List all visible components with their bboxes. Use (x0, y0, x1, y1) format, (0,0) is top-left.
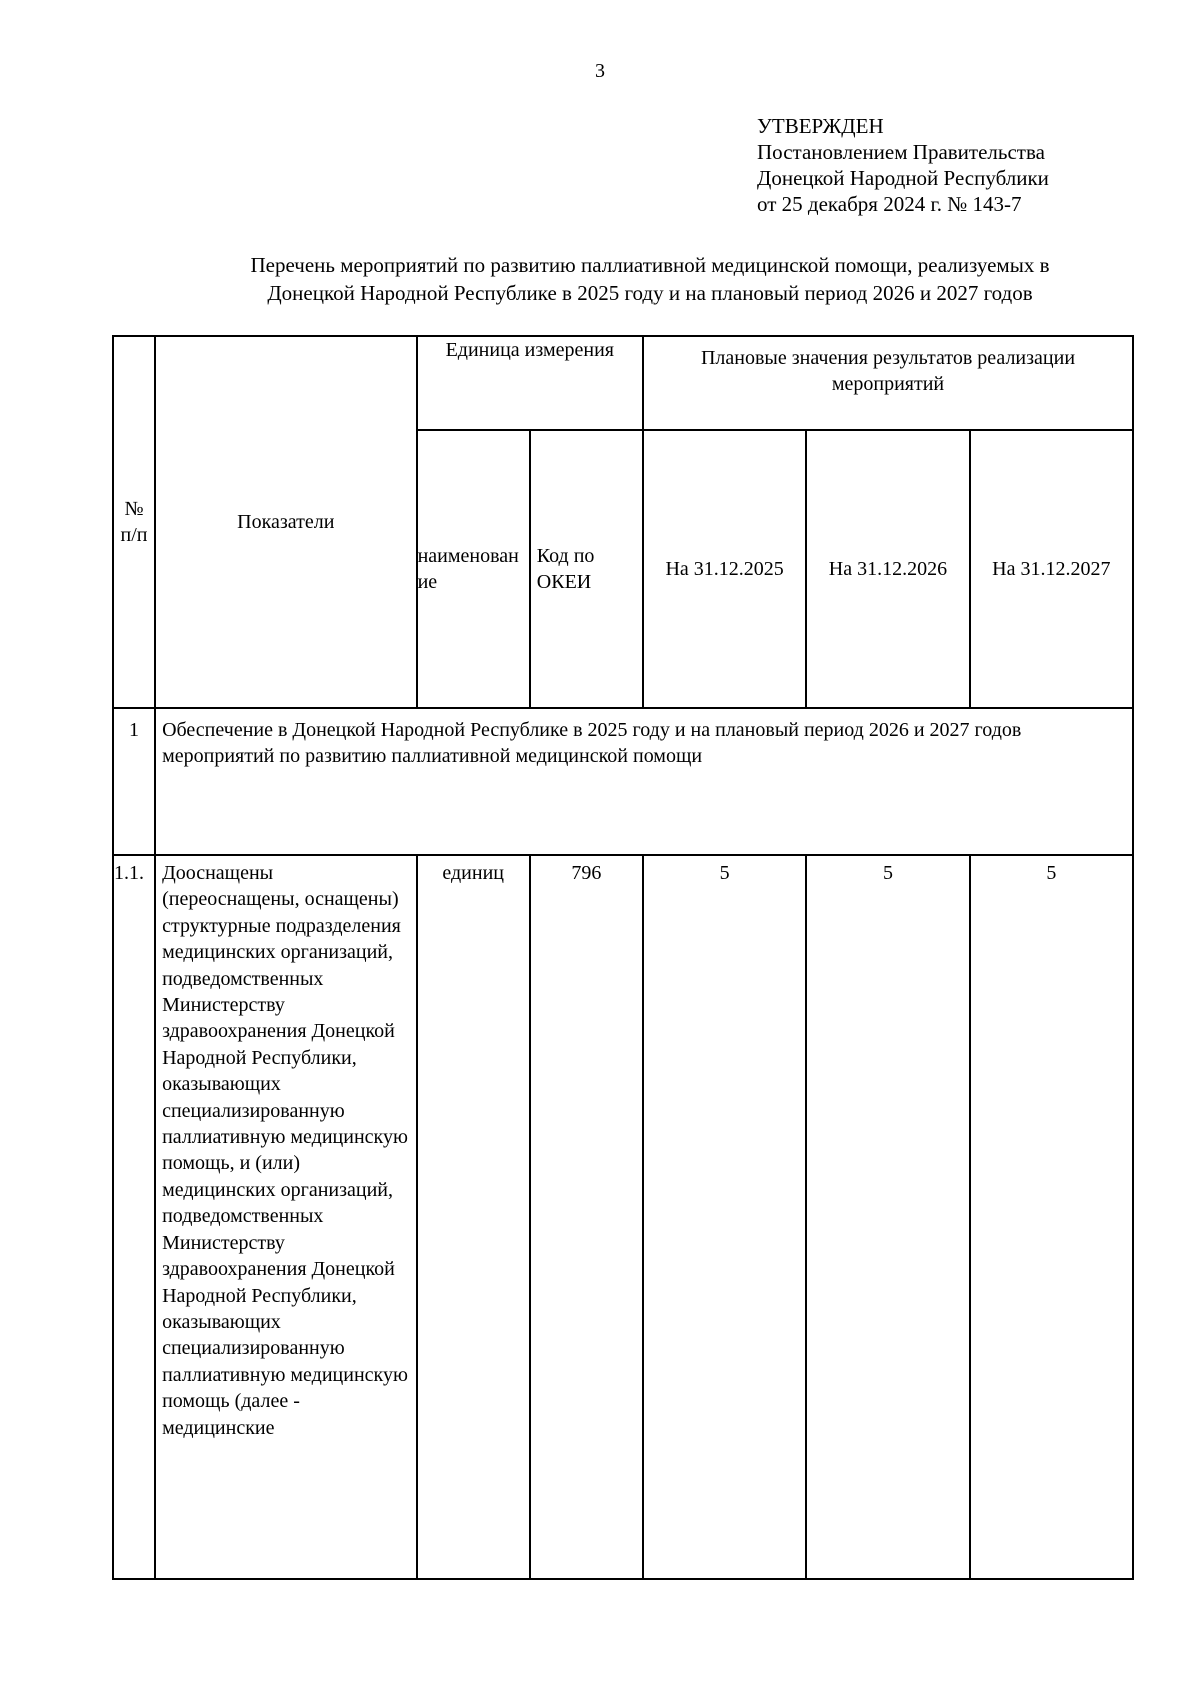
header-row-1 (113, 336, 1133, 430)
header-indicators: Показатели (155, 336, 417, 708)
header-date-2025: На 31.12.2025 (643, 430, 806, 708)
row-value-2025: 5 (643, 855, 806, 1579)
header-date-2026: На 31.12.2026 (806, 430, 969, 708)
approval-line-4: от 25 декабря 2024 г. № 143-7 (757, 192, 1022, 216)
table-row (113, 855, 1133, 1579)
document-title (150, 251, 1150, 307)
header-okei-code: Код по ОКЕИ (530, 430, 643, 708)
page-number: 3 (595, 60, 605, 82)
title-line-1: Перечень мероприятий по развитию паллиативной медицинской помощи, реализуемых в (250, 253, 1050, 277)
approval-line-3: Донецкой Народной Республики (757, 166, 1049, 190)
approval-line-1: УТВЕРЖДЕН (757, 114, 884, 138)
header-num: № п/п (113, 336, 155, 708)
section-num: 1 (113, 708, 155, 855)
header-unit-group: Единица измерения (417, 336, 643, 430)
header-planned-group: Плановые значения результатов реализации мероприятий (643, 336, 1133, 430)
row-unit: единиц (417, 855, 530, 1579)
section-text: Обеспечение в Донецкой Народной Республике в 2025 году и на плановый период 2026 и 2027 годов мероприятий по развитию паллиативной медицинской помощи (155, 708, 1133, 855)
row-indicator: Дооснащены (переоснащены, оснащены) структурные подразделения медицинских организаций, подведомственных Министерству здравоохранения Донецкой Народной Республики, оказывающих специализированную паллиативную медицинскую помощь, и (или) медицинских организаций, подведомственных Министерству здравоохранения Донецкой Народной Республики, оказывающих специализированную паллиативную медицинскую помощь (далее - медицинские (155, 855, 417, 1579)
row-value-2027: 5 (970, 855, 1133, 1579)
measures-table (112, 335, 1134, 1580)
title-line-2: Донецкой Народной Республике в 2025 году и на плановый период 2026 и 2027 годов (267, 281, 1033, 305)
approval-stamp (757, 113, 1049, 217)
approval-line-2: Постановлением Правительства (757, 140, 1045, 164)
header-unit-name: наименование (417, 430, 530, 708)
row-num: 1.1. (113, 855, 155, 1579)
row-value-2026: 5 (806, 855, 969, 1579)
section-row (113, 708, 1133, 855)
header-date-2027: На 31.12.2027 (970, 430, 1133, 708)
row-okei: 796 (530, 855, 643, 1579)
